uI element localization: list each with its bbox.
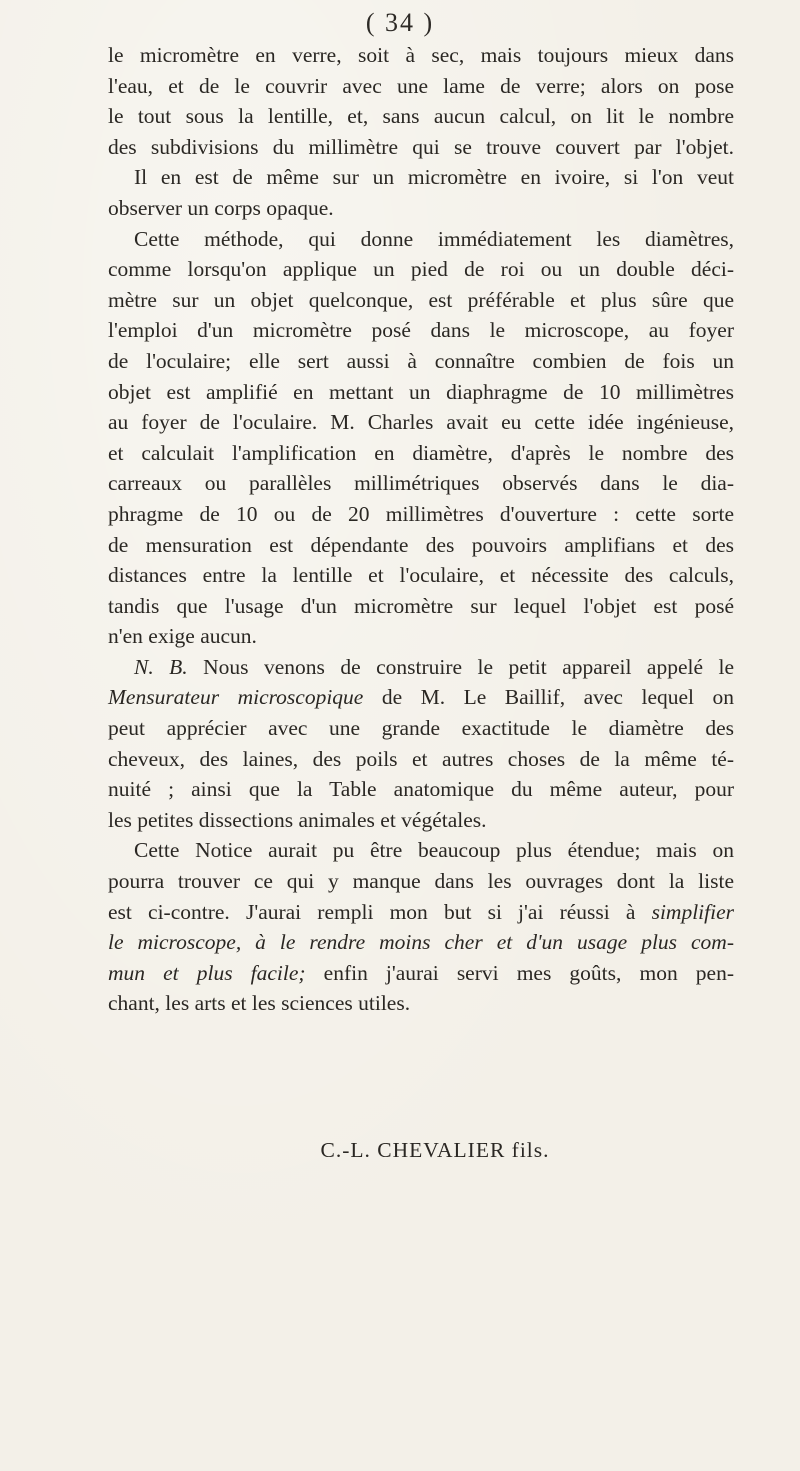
text-line: le tout sous la lentille, et, sans aucun calcul, on lit le nombre	[108, 104, 734, 129]
text-line: de l'oculaire; elle sert aussi à connaître combien de fois un	[108, 348, 734, 373]
text-line: Il en est de même sur un micromètre en ivoire, si l'on veut	[134, 165, 734, 190]
italic-title: Mensurateur microscopique	[108, 685, 364, 710]
text-line: au foyer de l'oculaire. M. Charles avait eu cette idée ingénieuse,	[108, 410, 734, 435]
text-line: nuité ; ainsi que la Table anatomique du même auteur, pour	[108, 777, 734, 802]
text-line: de mensuration est dépendante des pouvoirs amplifians et des	[108, 532, 734, 557]
italic-line: le microscope, à le rendre moins cher et d'un usage plus com-	[108, 930, 734, 955]
text-line: comme lorsqu'on applique un pied de roi ou un double déci-	[108, 257, 734, 282]
text-line: phragme de 10 ou de 20 millimètres d'ouverture : cette sorte	[108, 501, 734, 526]
text-line	[108, 958, 734, 989]
nb-label: N. B.	[134, 654, 188, 679]
text-segment: Nous venons de construire le petit appareil appelé le	[187, 654, 734, 679]
text-line	[108, 652, 734, 683]
author-signature: C.-L. CHEVALIER fils.	[320, 1138, 550, 1162]
text-line: n'en exige aucun.	[108, 624, 257, 649]
text-line: peut apprécier avec une grande exactitude le diamètre des	[108, 716, 734, 741]
text-line: Cette Notice aurait pu être beaucoup plus étendue; mais on	[134, 838, 734, 863]
text-segment: enfin j'aurai servi mes goûts, mon pen-	[305, 960, 734, 985]
text-line: objet est amplifié en mettant un diaphragme de 10 millimètres	[108, 379, 734, 404]
text-line: les petites dissections animales et végétales.	[108, 807, 487, 832]
text-line: des subdivisions du millimètre qui se trouve couvert par l'objet.	[108, 134, 734, 159]
text-segment: est ci-contre. J'aurai rempli mon but si j'ai réussi à	[108, 899, 652, 924]
text-line: l'eau, et de le couvrir avec une lame de verre; alors on pose	[108, 73, 734, 98]
text-line: Cette méthode, qui donne immédiatement les diamètres,	[134, 226, 734, 251]
text-line: le micromètre en verre, soit à sec, mais toujours mieux dans	[108, 43, 734, 67]
text-line: cheveux, des laines, des poils et autres choses de la même té-	[108, 746, 734, 771]
body-text	[108, 40, 734, 1019]
text-line: carreaux ou parallèles millimétriques observés dans le dia-	[108, 471, 734, 496]
text-line: pourra trouver ce qui y manque dans les ouvrages dont la liste	[108, 869, 734, 894]
text-line: tandis que l'usage d'un micromètre sur lequel l'objet est posé	[108, 593, 734, 618]
text-line	[108, 897, 734, 928]
text-line	[108, 682, 734, 713]
text-line: l'emploi d'un micromètre posé dans le microscope, au foyer	[108, 318, 734, 343]
text-line: observer un corps opaque.	[108, 195, 334, 220]
page-number: ( 34 )	[365, 8, 435, 37]
text-line: mètre sur un objet quelconque, est préférable et plus sûre que	[108, 287, 734, 312]
text-line: chant, les arts et les sciences utiles.	[108, 991, 411, 1016]
italic-phrase: mun et plus facile;	[108, 960, 306, 985]
text-line: et calculait l'amplification en diamètre, d'après le nombre des	[108, 440, 734, 465]
text-segment: de M. Le Baillif, avec lequel on	[363, 685, 735, 710]
text-line: distances entre la lentille et l'oculaire, et nécessite des calculs,	[108, 563, 734, 588]
italic-phrase: simplifier	[651, 899, 734, 924]
